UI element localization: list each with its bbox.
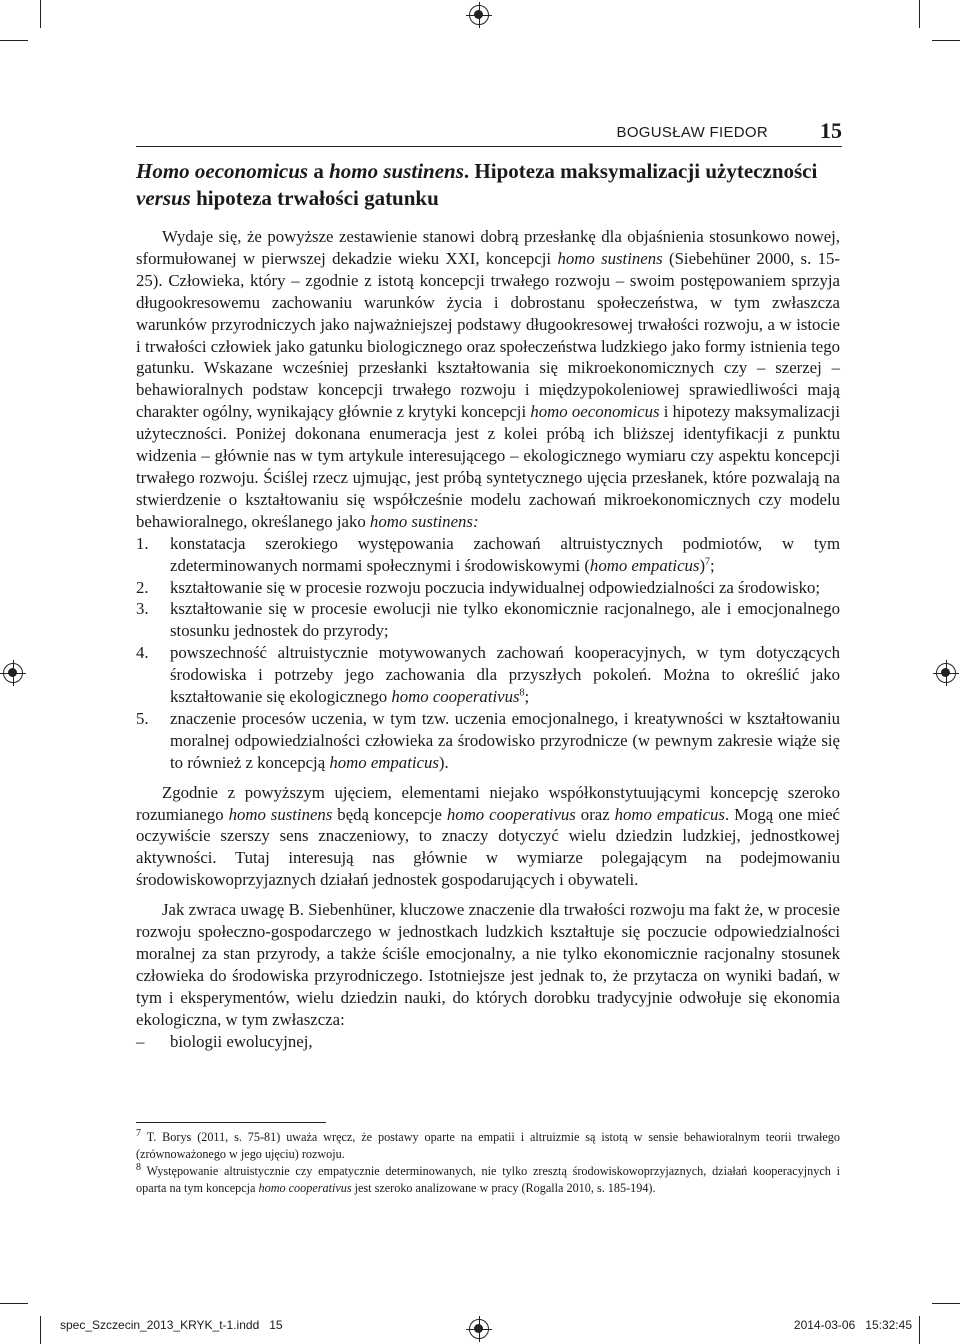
- slug-filename: spec_Szczecin_2013_KRYK_t-1.indd 15: [60, 1318, 283, 1332]
- italic-term: homo cooperativus: [258, 1181, 352, 1195]
- dash-list: [136, 1031, 840, 1053]
- list-number: 1.: [136, 533, 149, 553]
- italic-term: homo cooperativus: [391, 687, 520, 707]
- text-run: ): [699, 555, 706, 575]
- list-number: 3.: [136, 599, 149, 619]
- text-run: Wydaje się, że powyższe zestawienie stanowi dobrą przesłankę dla objaśnienia stosunkowo nowej, sformułowanej w pierwszej dekadzie wieku XXI, koncepcji: [136, 227, 840, 268]
- list-number: 4.: [136, 643, 149, 663]
- crop-mark: [919, 0, 920, 28]
- footnotes: [136, 1122, 840, 1197]
- list-item: [136, 642, 840, 708]
- crop-mark: [0, 1303, 28, 1304]
- title-italic: homo sustinens: [329, 159, 464, 183]
- footnote-text: Występowanie altruistycznie czy empatycznie determinowanych, nie tylko zresztą środowiskowoprzyjaznych, działań kooperacyjnych i oparta na tym koncepcja: [136, 1164, 840, 1195]
- list-number: 2.: [136, 577, 149, 597]
- list-number: 5.: [136, 708, 149, 728]
- page-number: 15: [820, 118, 842, 143]
- list-item: [136, 708, 840, 774]
- footnote-ref: 8: [519, 687, 525, 699]
- crop-mark: [932, 40, 960, 41]
- title-italic: Homo oeconomicus: [136, 159, 309, 183]
- crop-mark: [40, 0, 41, 28]
- text-run: konstatacja szerokiego występowania zachowań altruistycznych podmiotów, w tym zdeterminowanych normami społecznymi i środowiskowymi (: [170, 533, 840, 575]
- title-text: hipoteza trwałości gatunku: [190, 186, 439, 210]
- title-text: . Hipoteza maksymalizacji użyteczności: [463, 159, 818, 183]
- footnote-divider: [136, 1122, 326, 1123]
- text-run: kształtowanie się w procesie ewolucji nie tylko ekonomicznie racjonalnego, ale i emocjonalnego stosunku jednostek do przyrody;: [170, 599, 840, 641]
- text-run: Zgodnie z powyższym ujęciem, elementami niejako współkonstytuującymi koncepcję szeroko rozumianego: [136, 782, 840, 824]
- text-run: oraz: [575, 804, 615, 824]
- title-italic: versus: [136, 186, 191, 210]
- list-item: [136, 577, 840, 599]
- registration-mark-right-icon: [936, 663, 956, 683]
- crop-mark: [932, 1303, 960, 1304]
- footnote-8: [136, 1163, 840, 1197]
- title-text: a: [308, 159, 330, 183]
- footnote-ref: 7: [705, 556, 711, 567]
- text-run: powszechność altruistycznie motywowanych zachowań kooperacyjnych, w tym dotyczących środowiska i potrzeby jego zachowania dla przyszłych pokoleń. Można to określić jako kształtowanie się ekologicznego: [170, 643, 840, 707]
- text-run: ).: [438, 752, 449, 772]
- registration-mark-left-icon: [3, 663, 23, 683]
- text-run: kształtowanie się w procesie rozwoju poczucia indywidualnej odpowiedzialności za środowisko;: [170, 577, 821, 597]
- footnote-text: jest szeroko analizowane w pracy (Rogalla 2010, s. 185-194).: [351, 1181, 656, 1195]
- footnote-number: 8: [136, 1161, 141, 1173]
- italic-term: homo oeconomicus: [530, 402, 660, 422]
- italic-term: homo empaticus: [614, 804, 725, 824]
- text-run: ;: [710, 555, 715, 575]
- text-run: znaczenie procesów uczenia, w tym tzw. uczenia emocjonalnego, i kreatywności w kształtowaniu moralnej odpowiedzialności człowieka za środowisko przyrodnicze (w pewnym zakresie wiąże się to również z koncepcją: [170, 708, 840, 772]
- crop-mark: [919, 1316, 920, 1344]
- paragraph-2: [136, 782, 840, 892]
- text-run: ;: [524, 687, 530, 707]
- text-run: biologii ewolucyjnej,: [170, 1031, 313, 1051]
- crop-mark: [0, 40, 28, 41]
- section-title: [136, 158, 840, 212]
- paragraph-1: [136, 226, 840, 533]
- footnote-text: T. Borys (2011, s. 75-81) uważa wręcz, że postawy oparte na empatii i altruizmie są istotą w sensie behawioralnym teorii trwałego (zrównoważonego w jego ujęciu) rozwoju.: [136, 1130, 840, 1161]
- list-dash: –: [136, 1031, 145, 1051]
- italic-term: homo sustinens: [228, 804, 333, 824]
- slug-timestamp: 2014-03-06 15:32:45: [793, 1318, 912, 1332]
- registration-mark-top-icon: [469, 5, 489, 25]
- registration-mark-bottom-icon: [469, 1319, 489, 1339]
- italic-term: homo empaticus: [589, 555, 700, 575]
- text-run: (Siebehüner 2000, s. 15-25). Człowieka, który – zgodnie z istotą koncepcji trwałego rozwoju – swoim postępowaniem sprzyja długookresowemu zachowaniu warunków życia i dobrostanu społeczeństwa, w tym zwłaszcza warunków przyrodniczych jako najważniejszej podstawy długookresowej trwałości rozwoju, a w istocie i trwałości człowiek jako gatunku biologicznego oraz społeczeństwa ludzkiego jako formy istnienia tego gatunku. Wskazane wcześniej przesłanki kształtowania się mikroekonomicznych czy – szerzej – behawioralnych podstaw koncepcji trwałego rozwoju i międzypokoleniowej sprawiedliwości mają charakter ogólny, wynikający głównie z krytyki koncepcji: [136, 248, 840, 422]
- italic-term: homo cooperativus: [446, 804, 576, 824]
- text-run: będą koncepcje: [332, 804, 447, 824]
- list-item: [136, 1031, 840, 1053]
- footnote-7: [136, 1129, 840, 1163]
- footnote-number: 7: [136, 1127, 141, 1139]
- paragraph-3: Jak zwraca uwagę B. Siebenhüner, kluczowe znaczenie dla trwałości rozwoju ma fakt że, w procesie rozwoju społeczno-gospodarczego w jednostkach ludzkich kształtuje się poczucie odpowiedzialności moralnej za stan przyrody, a także ściśle emocjonalny, a nie tylko ekonomicznie racjonalny stosunek człowieka do środowiska przyrodniczego. Istotniejsze jest jednak to, że przytacza on wyniki badań, w tym i eksperymentów, wielu dziedzin nauki, do których dorobku tradycyjnie odwołuje się ekonomia ekologiczna, w tym zwłaszcza:: [136, 900, 840, 1029]
- crop-mark: [40, 1316, 41, 1344]
- italic-term: homo empaticus: [329, 752, 439, 772]
- running-head-author: BOGUSŁAW FIEDOR: [616, 124, 768, 141]
- text-run: i hipotezy maksymalizacji użyteczności. Poniżej dokonana enumeracja jest z kolei próbą ich bliższej identyfikacji z punktu widzenia – głównie nas w tym artykule interesującego – ekologicznego wymiaru czy aspektu koncepcji trwałego rozwoju. Ściślej rzecz ujmując, jest próbą syntetycznego ujęcia przesłanek, które pozwalają na stwierdzenie o kształtowaniu się współcześnie modelu zachowań mikroekonomicznych czy modelu behawioralnego, określanego jako: [136, 402, 840, 531]
- article-body: [136, 158, 840, 1053]
- list-item: [136, 598, 840, 642]
- list-item: [136, 533, 840, 577]
- running-head: [136, 118, 842, 147]
- italic-term: homo sustinens: [557, 248, 663, 268]
- text-run: . Mogą one mieć oczywiście szerszy sens znaczeniowy, to znaczy dotyczyć wielu dziedzin ludzkiej, jednostkowej aktywności. Tutaj interesują nas głównie w wymiarze polegającym na podejmowaniu środowiskowoprzyjaznych działań jednostek gospodarujących i obywateli.: [136, 804, 840, 890]
- numbered-list: [136, 533, 840, 774]
- italic-term: homo sustinens:: [369, 511, 479, 531]
